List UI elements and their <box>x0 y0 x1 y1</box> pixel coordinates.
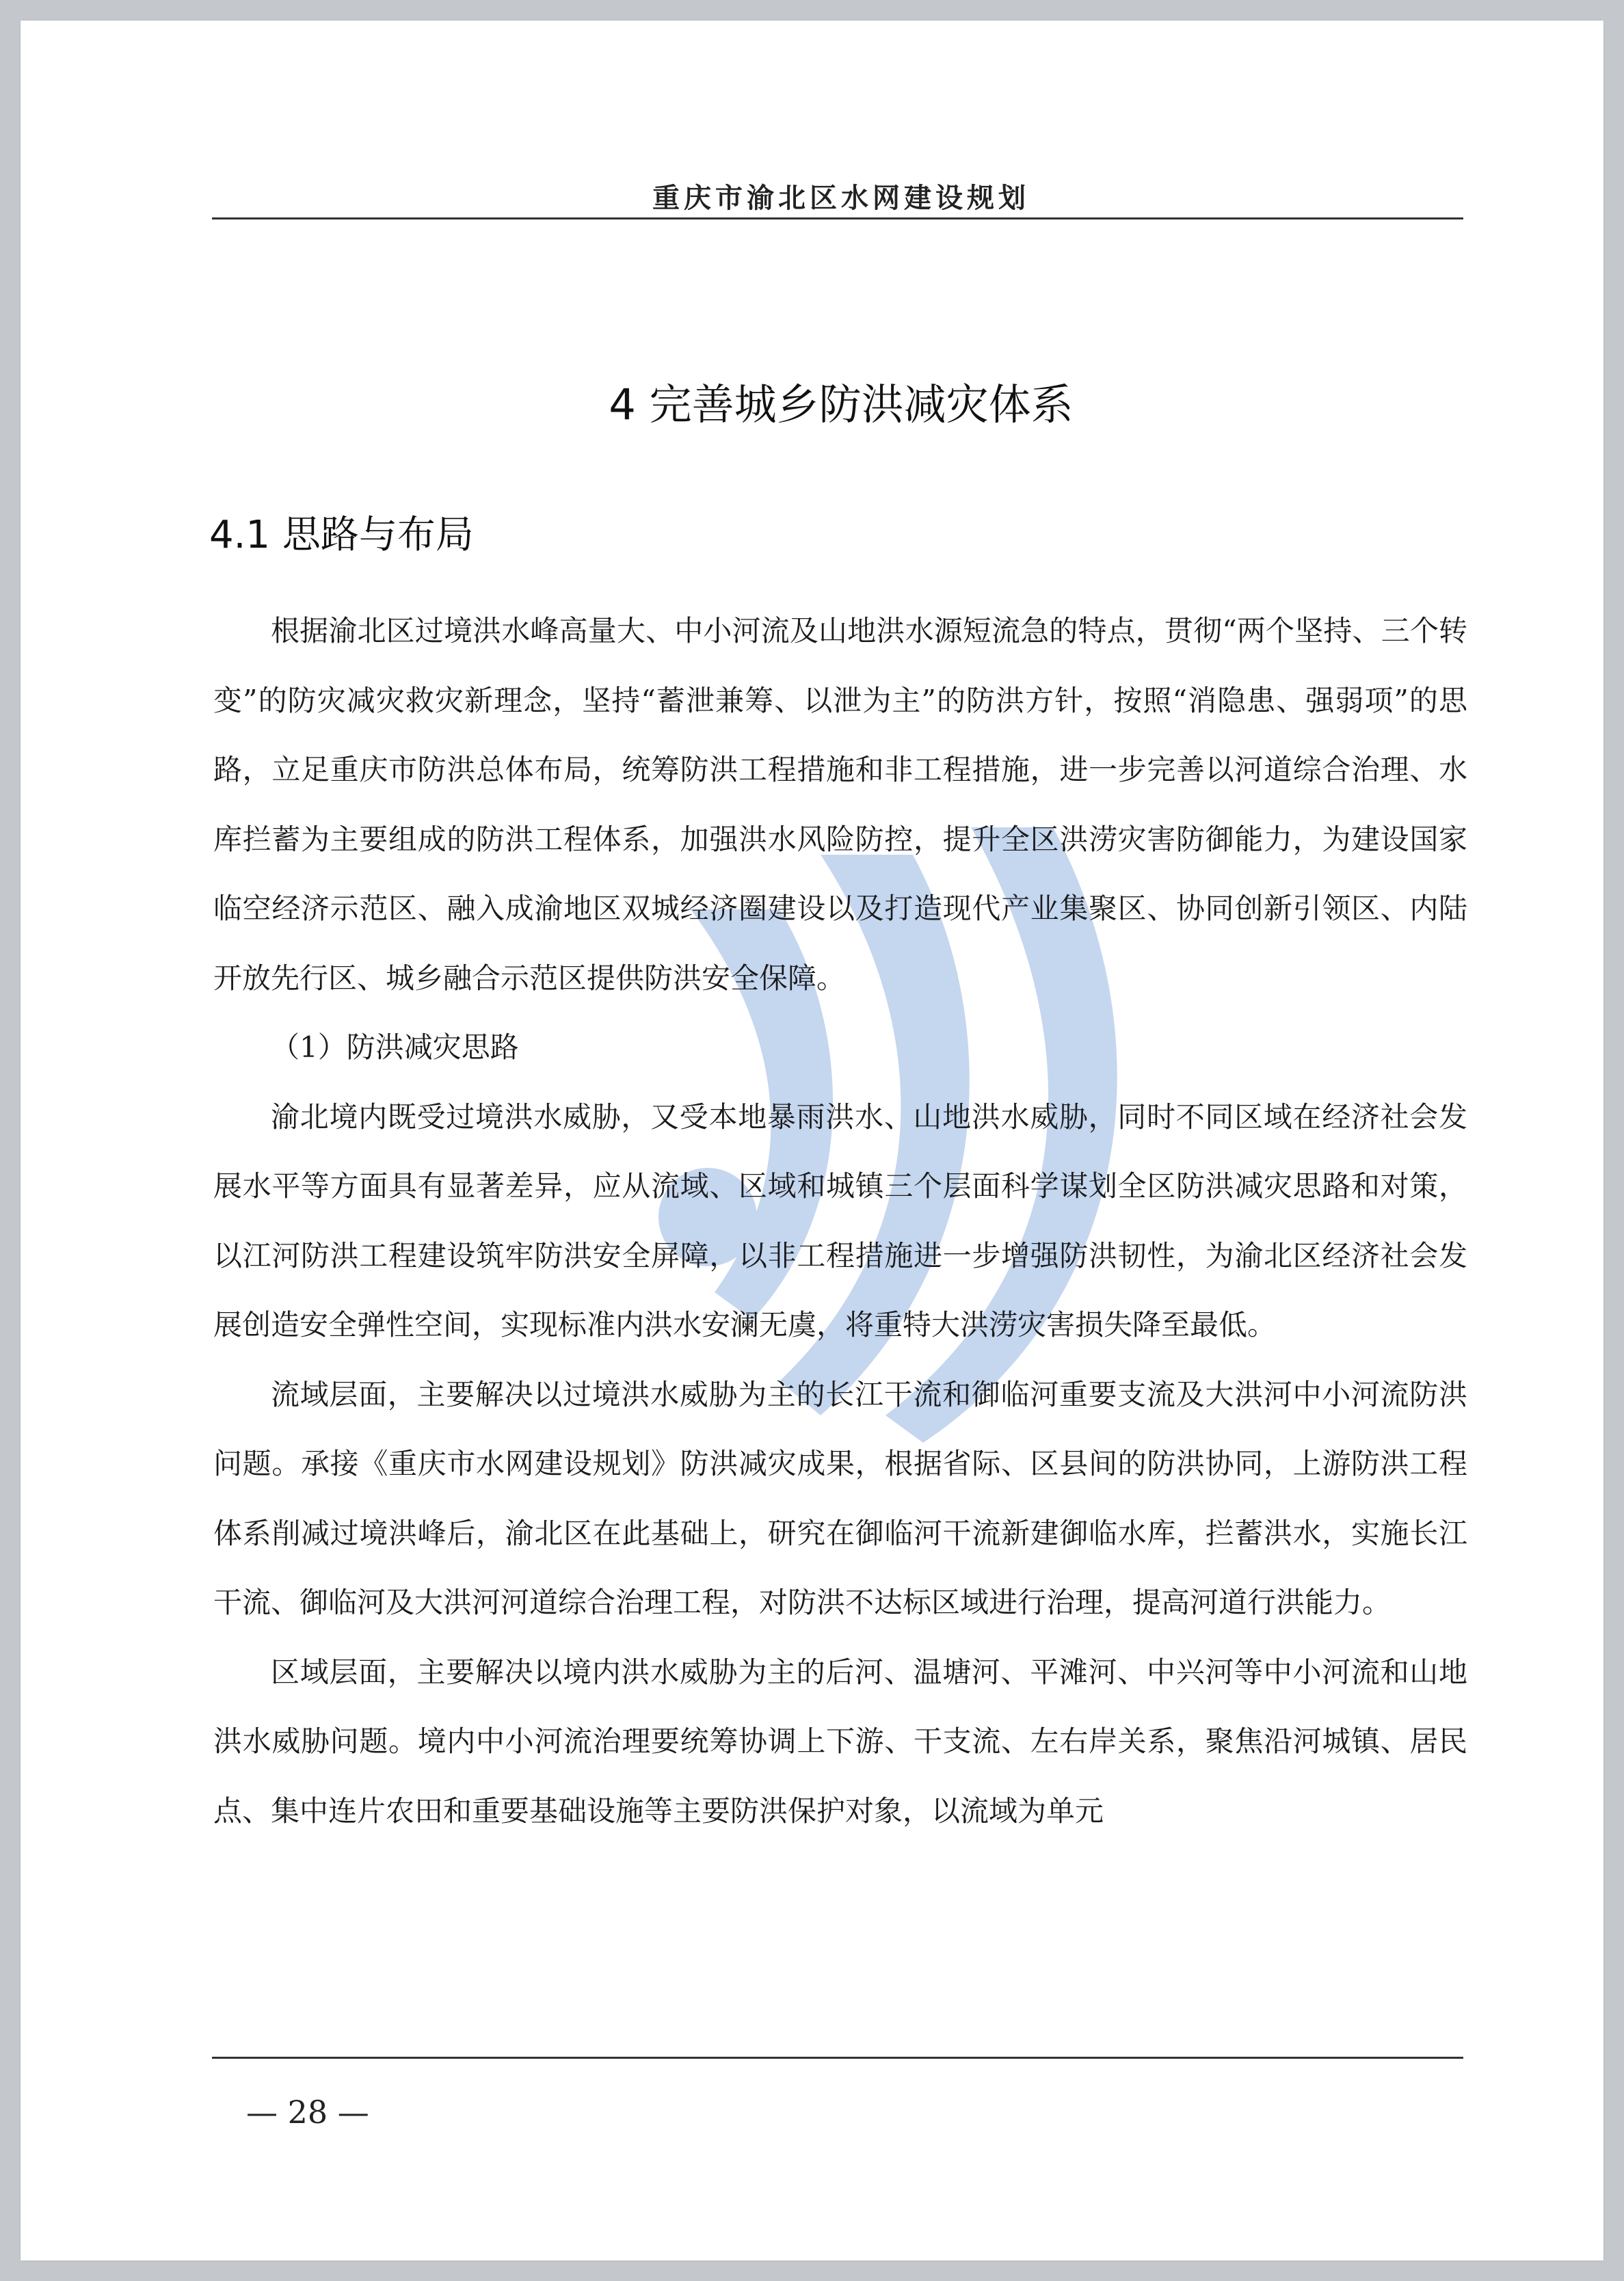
paragraph: 渝北境内既受过境洪水威胁，又受本地暴雨洪水、山地洪水威胁，同时不同区域在经济社会发展水平等方面具有显著差异，应从流域、区域和城镇三个层面科学谋划全区防洪减灾思路和对策，以江河防洪工程建设筑牢防洪安全屏障，以非工程措施进一步增强防洪韧性，为渝北区经济社会发展创造安全弹性空间，实现标准内洪水安澜无虞，将重特大洪涝灾害损失降至最低。 <box>213 1099 1467 1342</box>
page-number: — 28 — <box>246 2094 369 2131</box>
subheading: （1）防洪减灾思路 <box>271 1030 519 1064</box>
paragraph: 根据渝北区过境洪水峰高量大、中小河流及山地洪水源短流急的特点，贯彻“两个坚持、三个转变”的防灾减灾救灾新理念，坚持“蓄泄兼筹、以泄为主”的防洪方针，按照“消隐患、强弱项”的思路，立足重庆市防洪总体布局，统筹防洪工程措施和非工程措施，进一步完善以河道综合治理、水库拦蓄为主要组成的防洪工程体系，加强洪水风险防控，提升全区洪涝灾害防御能力，为建设国家临空经济示范区、融入成渝地区双城经济圈建设以及打造现代产业集聚区、协同创新引领区、内陆开放先行区、城乡融合示范区提供防洪安全保障。 <box>213 614 1467 995</box>
header-divider <box>212 217 1463 219</box>
section-title: 4.1 思路与布局 <box>209 513 474 557</box>
running-header: 重庆市渝北区水网建设规划 <box>652 183 1030 214</box>
paragraph: 区域层面，主要解决以境内洪水威胁为主的后河、温塘河、平滩河、中兴河等中小河流和山地洪水威胁问题。境内中小河流治理要统筹协调上下游、干支流、左右岸关系，聚焦沿河城镇、居民点、集中连片农田和重要基础设施等主要防洪保护对象，以流域为单元 <box>213 1655 1467 1828</box>
footer-divider <box>212 2057 1463 2059</box>
paragraph: 流域层面，主要解决以过境洪水威胁为主的长江干流和御临河重要支流及大洪河中小河流防洪问题。承接《重庆市水网建设规划》防洪减灾成果，根据省际、区县间的防洪协同，上游防洪工程体系削减过境洪峰后，渝北区在此基础上，研究在御临河干流新建御临水库，拦蓄洪水，实施长江干流、御临河及大洪河河道综合治理工程，对防洪不达标区域进行治理，提高河道行洪能力。 <box>213 1377 1467 1619</box>
document-page <box>21 21 1603 2260</box>
chapter-title: 4 完善城乡防洪减灾体系 <box>609 379 1074 429</box>
body-text <box>213 596 1467 1845</box>
